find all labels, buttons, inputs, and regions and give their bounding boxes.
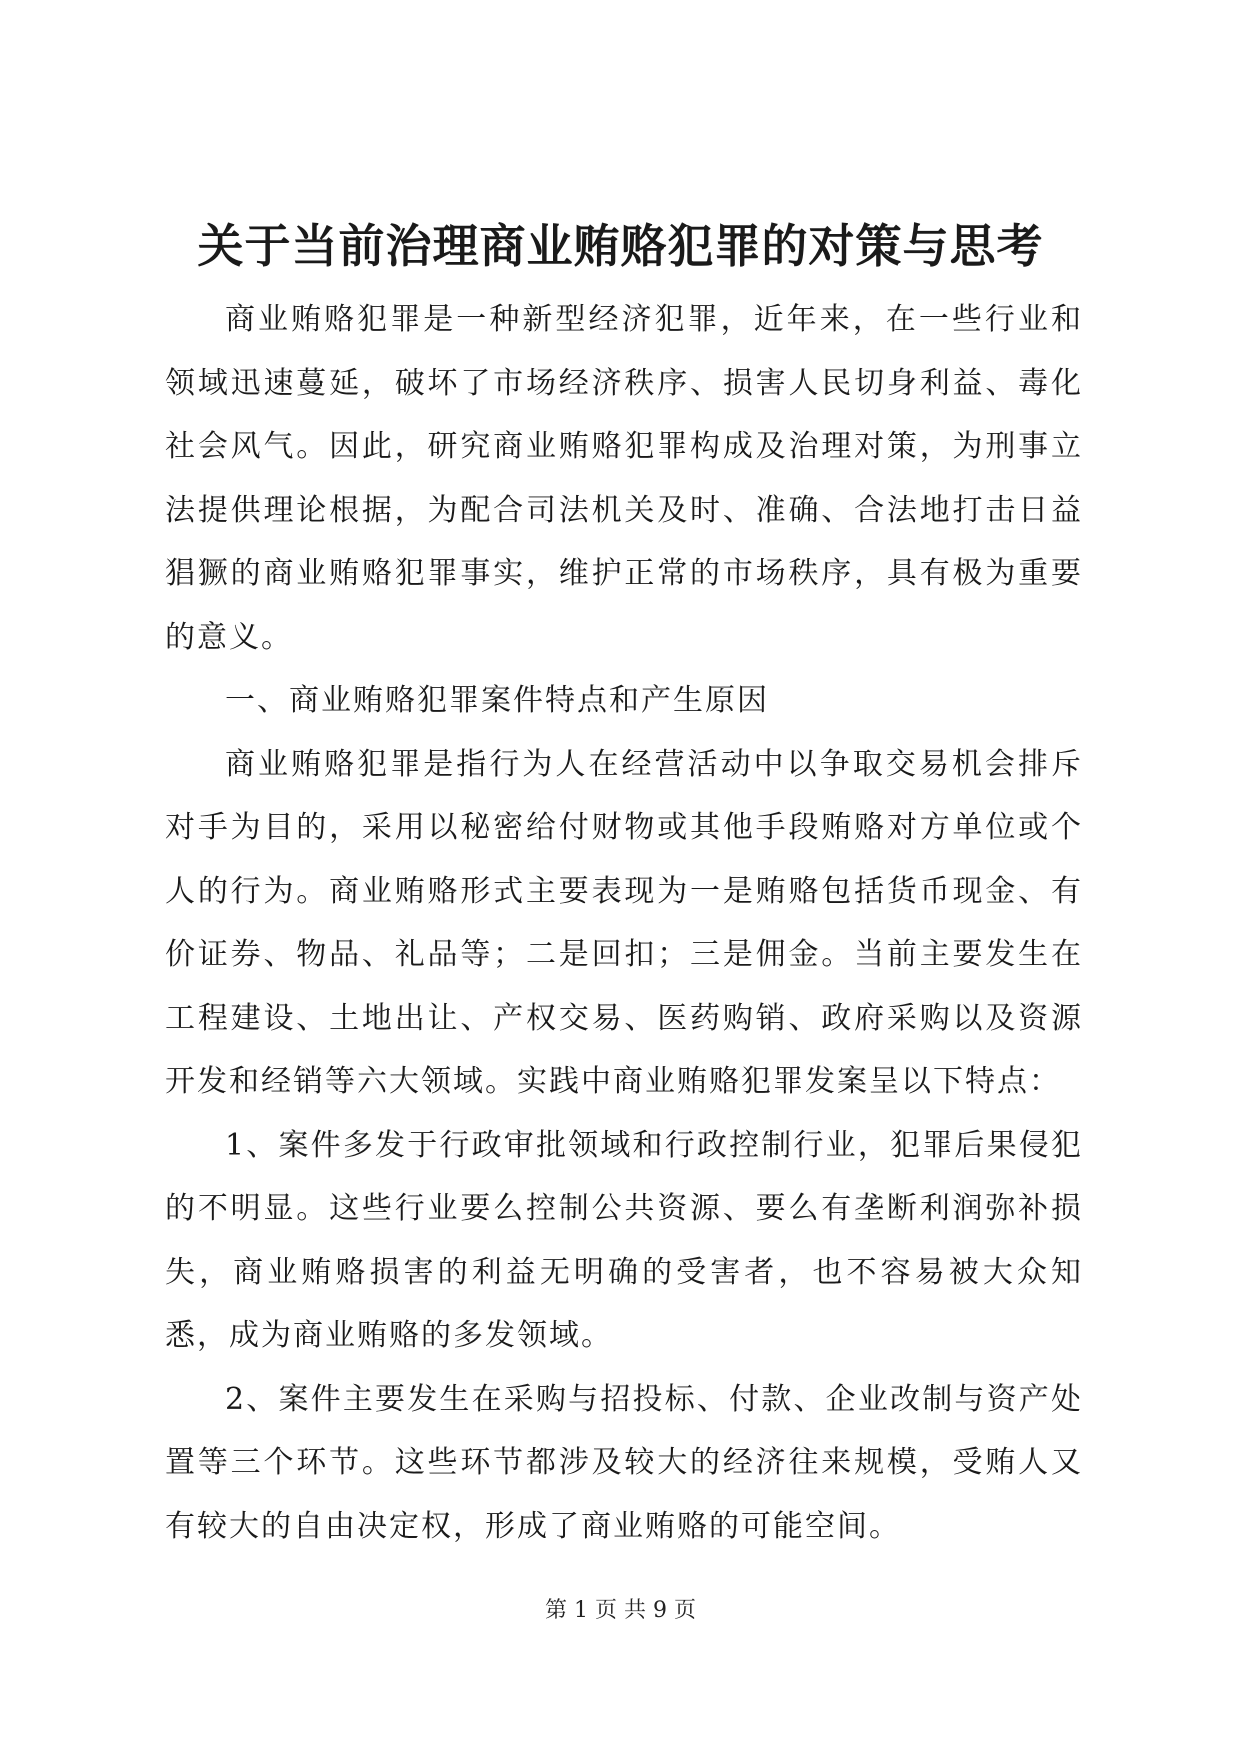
document-title: 关于当前治理商业贿赂犯罪的对策与思考 <box>197 219 1044 273</box>
section-heading-1: 一、商业贿赂犯罪案件特点和产生原因 <box>225 683 769 718</box>
paragraph-point-2: 2、案件主要发生在采购与招投标、付款、企业改制与资产处置等三个环节。这些环节都涉及较大的经济往来规模，受贿人又有较大的自由决定权，形成了商业贿赂的可能空间。 <box>165 1381 1083 1544</box>
document-body <box>165 288 1083 1558</box>
paragraph-point-1: 1、案件多发于行政审批领域和行政控制行业，犯罪后果侵犯的不明显。这些行业要么控制公共资源、要么有垄断利润弥补损失，商业贿赂损害的利益无明确的受害者，也不容易被大众知悉，成为商业贿赂的多发领域。 <box>165 1127 1083 1353</box>
page-number-footer: 第 1 页 共 9 页 <box>545 1598 696 1623</box>
paragraph-intro: 商业贿赂犯罪是一种新型经济犯罪，近年来，在一些行业和领域迅速蔓延，破坏了市场经济秩序、损害人民切身利益、毒化社会风气。因此，研究商业贿赂犯罪构成及治理对策，为刑事立法提供理论根据，为配合司法机关及时、准确、合法地打击日益猖獗的商业贿赂犯罪事实，维护正常的市场秩序，具有极为重要的意义。 <box>165 302 1083 655</box>
paragraph-definition: 商业贿赂犯罪是指行为人在经营活动中以争取交易机会排斥对手为目的，采用以秘密给付财物或其他手段贿赂对方单位或个人的行为。商业贿赂形式主要表现为一是贿赂包括货币现金、有价证券、物品、礼品等；二是回扣；三是佣金。当前主要发生在工程建设、土地出让、产权交易、医药购销、政府采购以及资源开发和经销等六大领域。实践中商业贿赂犯罪发案呈以下特点： <box>165 746 1083 1099</box>
